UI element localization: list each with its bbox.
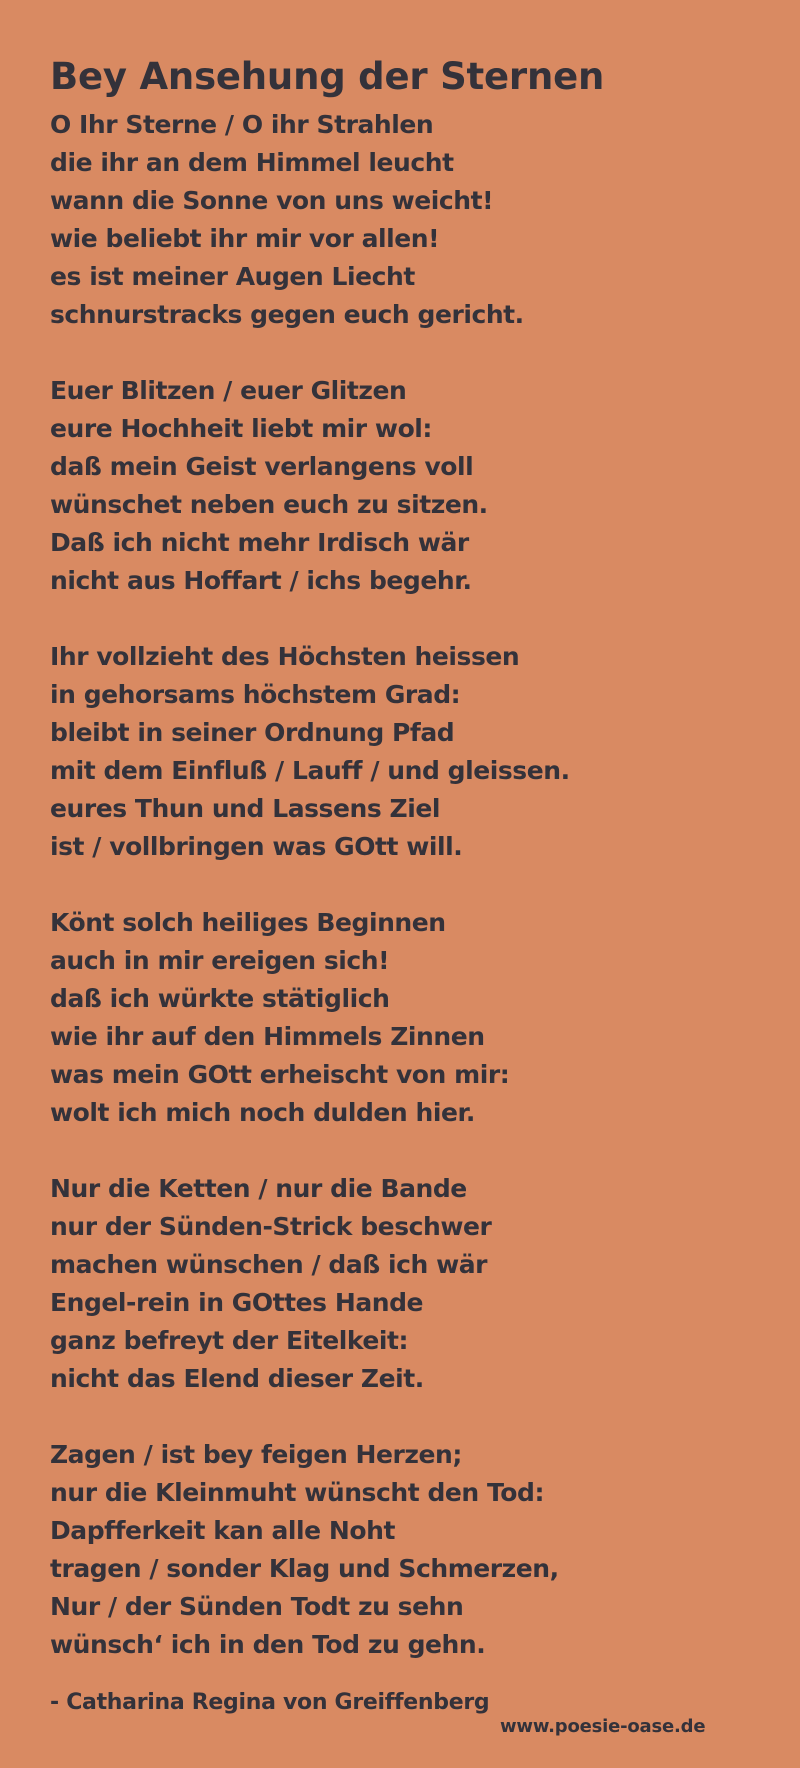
poem-line: daß mein Geist verlangens voll xyxy=(50,452,474,481)
poem-line: Daß ich nicht mehr Irdisch wär xyxy=(50,528,469,557)
poem-line: mit dem Einfluß / Lauff / und gleissen. xyxy=(50,756,570,785)
poem-line: daß ich würkte stätiglich xyxy=(50,984,390,1013)
poem-line: schnurstracks gegen euch gericht. xyxy=(50,300,524,329)
poem-author: - Catharina Regina von Greiffenberg xyxy=(50,1690,490,1715)
poem-line: eure Hochheit liebt mir wol: xyxy=(50,414,432,443)
poem-line: was mein GOtt erheischt von mir: xyxy=(50,1060,510,1089)
poem-line: nur die Kleinmuht wünscht den Tod: xyxy=(50,1478,545,1507)
stanza-1 xyxy=(50,106,750,334)
poem-line: wann die Sonne von uns weicht! xyxy=(50,186,494,215)
poem-line: wünschet neben euch zu sitzen. xyxy=(50,490,488,519)
poem-line: Ihr vollzieht des Höchsten heissen xyxy=(50,642,520,671)
stanza-5 xyxy=(50,1170,750,1398)
stanza-4 xyxy=(50,904,750,1132)
poem-line: wie beliebt ihr mir vor allen! xyxy=(50,224,440,253)
poem-line: tragen / sonder Klag und Schmerzen, xyxy=(50,1554,559,1583)
website-label: www.poesie-oase.de xyxy=(500,1716,706,1737)
stanza-6 xyxy=(50,1436,750,1664)
poem-line: wünsch‘ ich in den Tod zu gehn. xyxy=(50,1630,486,1659)
stanza-2 xyxy=(50,372,750,600)
poem-line: machen wünschen / daß ich wär xyxy=(50,1250,488,1279)
stanza-3 xyxy=(50,638,750,866)
poem-line: Engel-rein in GOttes Hande xyxy=(50,1288,424,1317)
poem-line: eures Thun und Lassens Ziel xyxy=(50,794,440,823)
poem-line: O Ihr Sterne / O ihr Strahlen xyxy=(50,110,434,139)
poem-line: Könt solch heiliges Beginnen xyxy=(50,908,446,937)
poem-line: nicht das Elend dieser Zeit. xyxy=(50,1364,424,1393)
poem-line: nur der Sünden-Strick beschwer xyxy=(50,1212,492,1241)
poem-line: wie ihr auf den Himmels Zinnen xyxy=(50,1022,485,1051)
poem-line: Nur / der Sünden Todt zu sehn xyxy=(50,1592,464,1621)
poem-body xyxy=(50,106,750,1664)
poem-line: Zagen / ist bey feigen Herzen; xyxy=(50,1440,462,1469)
poem-line: wolt ich mich noch dulden hier. xyxy=(50,1098,475,1127)
poem-page xyxy=(50,50,750,1664)
poem-line: ganz befreyt der Eitelkeit: xyxy=(50,1326,409,1355)
poem-title: Bey Ansehung der Sternen xyxy=(50,55,605,98)
poem-line: in gehorsams höchstem Grad: xyxy=(50,680,461,709)
poem-line: auch in mir ereigen sich! xyxy=(50,946,390,975)
poem-line: Euer Blitzen / euer Glitzen xyxy=(50,376,407,405)
poem-line: bleibt in seiner Ordnung Pfad xyxy=(50,718,455,747)
poem-line: es ist meiner Augen Liecht xyxy=(50,262,415,291)
poem-line: Dapfferkeit kan alle Noht xyxy=(50,1516,395,1545)
poem-line: Nur die Ketten / nur die Bande xyxy=(50,1174,467,1203)
poem-line: ist / vollbringen was GOtt will. xyxy=(50,832,463,861)
poem-line: nicht aus Hoffart / ichs begehr. xyxy=(50,566,472,595)
poem-line: die ihr an dem Himmel leucht xyxy=(50,148,454,177)
